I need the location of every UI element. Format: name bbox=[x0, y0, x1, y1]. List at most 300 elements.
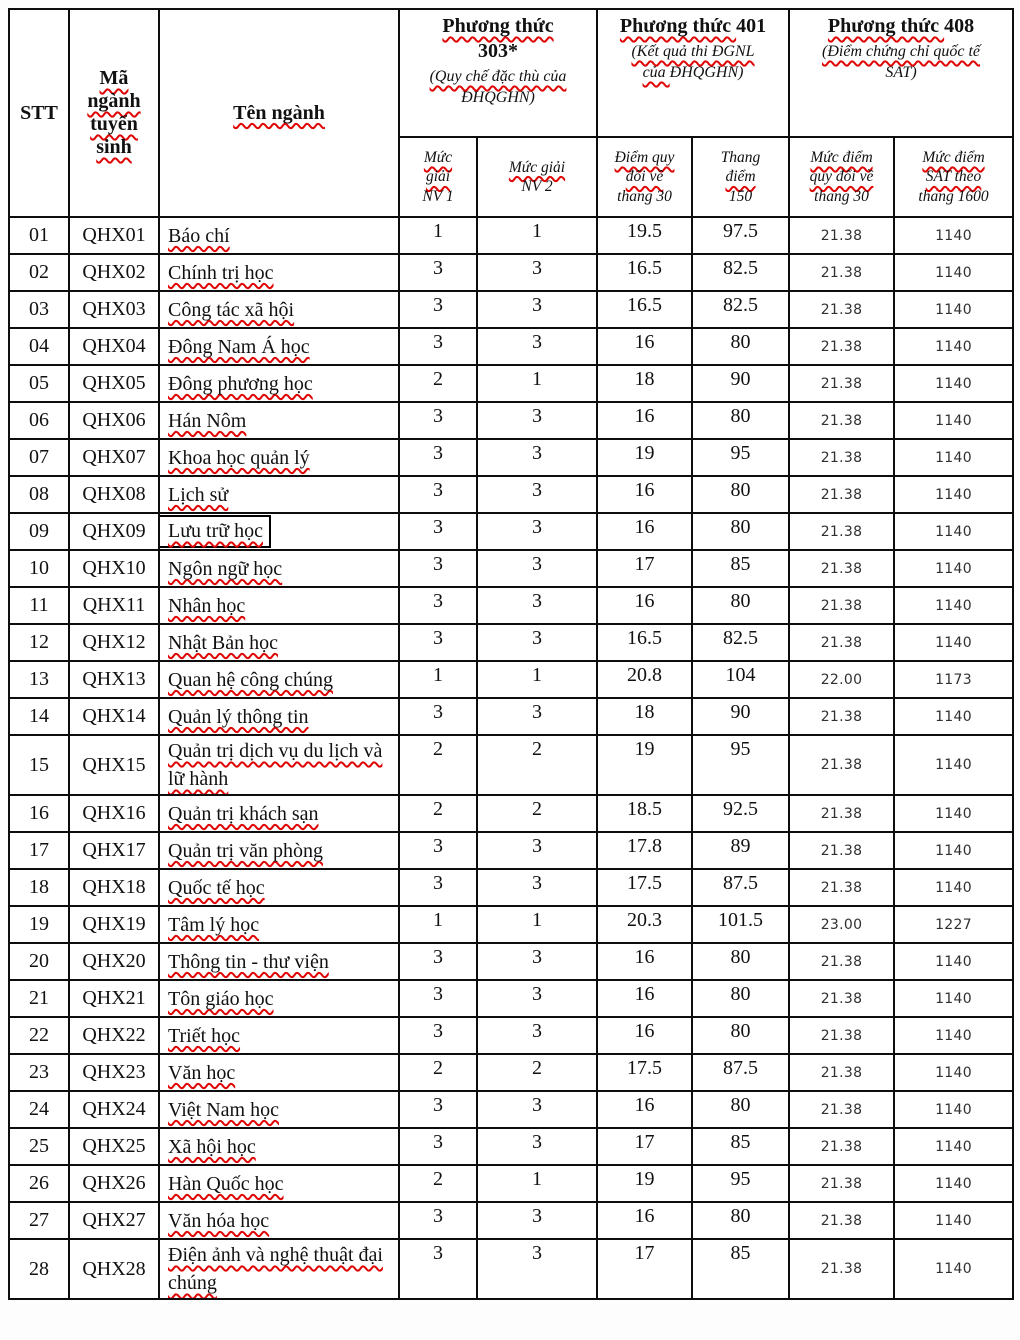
major-name-value: Quản lý thông tin bbox=[168, 705, 309, 728]
sat-thang-30-value: 21.38 bbox=[820, 1212, 863, 1229]
cell-score-thang-30 bbox=[597, 906, 692, 943]
cell-score-thang-150 bbox=[692, 1239, 789, 1299]
sat-1600-value: 1140 bbox=[935, 338, 972, 355]
cell-nv1 bbox=[399, 328, 477, 365]
cell-major-code bbox=[69, 906, 159, 943]
score-thang-30-value: 16 bbox=[634, 1020, 655, 1042]
cell-sat-1600 bbox=[894, 698, 1013, 735]
cell-nv2 bbox=[477, 661, 597, 698]
stt-value: 09 bbox=[29, 520, 49, 542]
stt-value: 25 bbox=[29, 1135, 49, 1157]
cell-score-thang-30 bbox=[597, 1202, 692, 1239]
cell-sat-1600 bbox=[894, 587, 1013, 624]
cell-score-thang-30 bbox=[597, 624, 692, 661]
stt-label: STT bbox=[20, 101, 58, 124]
major-code-value: QHX04 bbox=[82, 335, 146, 357]
cell-stt bbox=[9, 661, 69, 698]
nv2-value: 3 bbox=[532, 479, 542, 501]
major-name-value: Quản trị văn phòng bbox=[168, 839, 323, 862]
cell-sat-1600 bbox=[894, 1054, 1013, 1091]
cell-sat-thang-30 bbox=[789, 1239, 894, 1299]
sat-thang-30-value: 21.38 bbox=[820, 523, 863, 540]
method-303-subtitle: (Quy chế đặc thù của ĐHQGHN) bbox=[429, 68, 567, 106]
cell-major-code bbox=[69, 832, 159, 869]
nv1-value: 3 bbox=[433, 294, 443, 316]
cell-major-code bbox=[69, 1017, 159, 1054]
major-code-value: QHX24 bbox=[82, 1098, 146, 1120]
cell-major-code bbox=[69, 513, 159, 550]
cell-stt bbox=[9, 1017, 69, 1054]
sat-thang-30-value: 21.38 bbox=[820, 375, 863, 392]
cell-major-code bbox=[69, 254, 159, 291]
cell-score-thang-30 bbox=[597, 943, 692, 980]
cell-nv1 bbox=[399, 1239, 477, 1299]
cell-score-thang-150 bbox=[692, 735, 789, 795]
nv2-value: 3 bbox=[532, 1020, 542, 1042]
cell-sat-thang-30 bbox=[789, 1054, 894, 1091]
major-code-value: QHX16 bbox=[82, 802, 146, 824]
cell-sat-1600 bbox=[894, 291, 1013, 328]
cell-stt bbox=[9, 439, 69, 476]
cell-sat-thang-30 bbox=[789, 869, 894, 906]
cell-major-code bbox=[69, 476, 159, 513]
cell-sat-thang-30 bbox=[789, 1091, 894, 1128]
table-row bbox=[9, 698, 1013, 735]
nv2-value: 1 bbox=[532, 220, 542, 242]
stt-value: 16 bbox=[29, 802, 49, 824]
sat-thang-30-value: 21.38 bbox=[820, 486, 863, 503]
cell-nv1 bbox=[399, 832, 477, 869]
cell-sat-1600 bbox=[894, 439, 1013, 476]
cell-score-thang-30 bbox=[597, 587, 692, 624]
sat-thang-30-value: 21.38 bbox=[820, 560, 863, 577]
cell-nv1 bbox=[399, 513, 477, 550]
cell-major-name bbox=[159, 217, 399, 254]
cell-sat-1600 bbox=[894, 661, 1013, 698]
cell-score-thang-30 bbox=[597, 550, 692, 587]
cell-sat-1600 bbox=[894, 254, 1013, 291]
score-thang-30-value: 16.5 bbox=[627, 294, 662, 316]
cell-major-name bbox=[159, 980, 399, 1017]
major-name-value: Tâm lý học bbox=[168, 913, 260, 936]
sat-thang-30-value: 21.38 bbox=[820, 597, 863, 614]
stt-value: 11 bbox=[29, 594, 49, 616]
cell-stt bbox=[9, 402, 69, 439]
cell-score-thang-150 bbox=[692, 476, 789, 513]
major-name-value: Báo chí bbox=[168, 224, 230, 247]
cell-nv2 bbox=[477, 906, 597, 943]
cell-stt bbox=[9, 943, 69, 980]
table-row bbox=[9, 291, 1013, 328]
col-header-thang-diem-150: Thang điểm 150 bbox=[692, 137, 789, 217]
nv2-value: 3 bbox=[532, 257, 542, 279]
cell-sat-1600 bbox=[894, 980, 1013, 1017]
cell-major-name bbox=[159, 1017, 399, 1054]
score-thang-150-value: 85 bbox=[730, 1131, 751, 1153]
cell-score-thang-150 bbox=[692, 869, 789, 906]
cell-sat-1600 bbox=[894, 1091, 1013, 1128]
sat-thang-30-value: 21.38 bbox=[820, 227, 863, 244]
cell-score-thang-150 bbox=[692, 402, 789, 439]
stt-value: 17 bbox=[29, 839, 49, 861]
cell-stt bbox=[9, 476, 69, 513]
table-row bbox=[9, 439, 1013, 476]
score-thang-30-value: 17 bbox=[634, 1242, 655, 1264]
cell-stt bbox=[9, 1165, 69, 1202]
col-header-phuong-thuc-401 bbox=[597, 9, 789, 137]
table-row bbox=[9, 217, 1013, 254]
cell-sat-1600 bbox=[894, 1202, 1013, 1239]
cell-score-thang-30 bbox=[597, 439, 692, 476]
score-thang-30-value: 16.5 bbox=[627, 257, 662, 279]
cell-score-thang-150 bbox=[692, 1128, 789, 1165]
col-header-muc-giai-nv2: Mức giải NV 2 bbox=[477, 137, 597, 217]
major-name-value: Quan hệ công chúng bbox=[168, 668, 333, 691]
stt-value: 10 bbox=[29, 557, 49, 579]
major-name-value: Đông Nam Á học bbox=[168, 335, 310, 358]
cell-score-thang-30 bbox=[597, 476, 692, 513]
sat-thang-30-value: 21.38 bbox=[820, 264, 863, 281]
cell-sat-1600 bbox=[894, 402, 1013, 439]
cell-stt bbox=[9, 1239, 69, 1299]
stt-value: 07 bbox=[29, 446, 49, 468]
cell-sat-1600 bbox=[894, 1165, 1013, 1202]
major-code-value: QHX18 bbox=[82, 876, 146, 898]
cell-score-thang-30 bbox=[597, 402, 692, 439]
nv2-value: 2 bbox=[532, 1057, 542, 1079]
cell-nv2 bbox=[477, 624, 597, 661]
cell-nv2 bbox=[477, 832, 597, 869]
sat-1600-value: 1140 bbox=[935, 301, 972, 318]
cell-major-code bbox=[69, 795, 159, 832]
table-row bbox=[9, 980, 1013, 1017]
cell-major-name bbox=[159, 1128, 399, 1165]
sat-1600-value: 1140 bbox=[935, 560, 972, 577]
nv2-value: 1 bbox=[532, 909, 542, 931]
cell-nv1 bbox=[399, 402, 477, 439]
nv1-value: 3 bbox=[433, 405, 443, 427]
nv1-value: 3 bbox=[433, 946, 443, 968]
cell-score-thang-30 bbox=[597, 513, 692, 550]
stt-value: 06 bbox=[29, 409, 49, 431]
stt-value: 12 bbox=[29, 631, 49, 653]
major-code-value: QHX15 bbox=[82, 753, 146, 776]
major-code-value: QHX28 bbox=[82, 1257, 146, 1280]
cell-score-thang-150 bbox=[692, 943, 789, 980]
nv1-value: 2 bbox=[433, 368, 443, 390]
major-code-value: QHX17 bbox=[82, 839, 146, 861]
cell-score-thang-150 bbox=[692, 328, 789, 365]
nv1-value: 3 bbox=[433, 479, 443, 501]
stt-value: 20 bbox=[29, 950, 49, 972]
sat-thang-30-value: 21.38 bbox=[820, 1027, 863, 1044]
score-thang-30-value: 16 bbox=[634, 1205, 655, 1227]
cell-major-name bbox=[159, 1054, 399, 1091]
nv1-value: 3 bbox=[433, 331, 443, 353]
cell-major-code bbox=[69, 1128, 159, 1165]
cell-nv2 bbox=[477, 550, 597, 587]
cell-score-thang-30 bbox=[597, 365, 692, 402]
cell-stt bbox=[9, 1128, 69, 1165]
sat-1600-value: 1140 bbox=[935, 1212, 972, 1229]
sat-1600-value: 1140 bbox=[935, 486, 972, 503]
cell-nv1 bbox=[399, 254, 477, 291]
cell-sat-1600 bbox=[894, 476, 1013, 513]
cell-nv1 bbox=[399, 1202, 477, 1239]
cell-nv2 bbox=[477, 1128, 597, 1165]
table-body bbox=[9, 217, 1013, 1299]
cell-major-name bbox=[159, 550, 399, 587]
table-row bbox=[9, 735, 1013, 795]
cell-major-name bbox=[159, 1091, 399, 1128]
method-408-subtitle: (Điểm chứng chỉ quốc tế SAT) bbox=[822, 43, 981, 81]
sat-thang-30-value: 21.38 bbox=[820, 1261, 863, 1277]
stt-value: 19 bbox=[29, 913, 49, 935]
cell-sat-thang-30 bbox=[789, 906, 894, 943]
cell-sat-thang-30 bbox=[789, 328, 894, 365]
stt-value: 08 bbox=[29, 483, 49, 505]
nv2-value: 1 bbox=[532, 1168, 542, 1190]
major-name-value: Tôn giáo học bbox=[168, 987, 274, 1010]
method-303-title: Phương thức 303* bbox=[442, 15, 554, 62]
cell-score-thang-150 bbox=[692, 217, 789, 254]
nv2-value: 3 bbox=[532, 553, 542, 575]
cell-major-name bbox=[159, 735, 399, 795]
col-header-stt bbox=[9, 9, 69, 217]
cell-major-code bbox=[69, 328, 159, 365]
table-row bbox=[9, 1091, 1013, 1128]
cell-major-name bbox=[159, 328, 399, 365]
major-code-value: QHX19 bbox=[82, 913, 146, 935]
cell-nv2 bbox=[477, 365, 597, 402]
score-thang-150-value: 82.5 bbox=[723, 257, 758, 279]
major-code-value: QHX10 bbox=[82, 557, 146, 579]
nv2-value: 3 bbox=[532, 1205, 542, 1227]
cell-score-thang-30 bbox=[597, 735, 692, 795]
sat-1600-value: 1140 bbox=[935, 990, 972, 1007]
cell-score-thang-150 bbox=[692, 624, 789, 661]
nv1-value: 3 bbox=[433, 627, 443, 649]
cell-sat-thang-30 bbox=[789, 365, 894, 402]
major-code-value: QHX14 bbox=[82, 705, 146, 727]
sat-thang-30-value: 21.38 bbox=[820, 338, 863, 355]
nv2-value: 2 bbox=[532, 798, 542, 820]
cell-stt bbox=[9, 217, 69, 254]
score-thang-150-value: 80 bbox=[730, 1094, 751, 1116]
score-thang-150-value: 95 bbox=[730, 738, 751, 760]
table-row bbox=[9, 661, 1013, 698]
sat-thang-30-value: 23.00 bbox=[820, 916, 863, 933]
sat-thang-30-value: 21.38 bbox=[820, 1101, 863, 1118]
score-thang-150-value: 80 bbox=[730, 983, 751, 1005]
cell-major-code bbox=[69, 1054, 159, 1091]
table-row bbox=[9, 832, 1013, 869]
cell-nv1 bbox=[399, 869, 477, 906]
cell-nv2 bbox=[477, 795, 597, 832]
cell-stt bbox=[9, 513, 69, 550]
score-thang-150-value: 80 bbox=[730, 1020, 751, 1042]
nv1-value: 3 bbox=[433, 1131, 443, 1153]
major-code-value: QHX03 bbox=[82, 298, 146, 320]
cell-major-name bbox=[159, 365, 399, 402]
cell-major-code bbox=[69, 587, 159, 624]
major-code-value: QHX23 bbox=[82, 1061, 146, 1083]
cell-nv1 bbox=[399, 943, 477, 980]
score-thang-150-value: 85 bbox=[730, 553, 751, 575]
sat-thang-30-value: 21.38 bbox=[820, 449, 863, 466]
col-header-ma-nganh bbox=[69, 9, 159, 217]
nv1-value: 3 bbox=[433, 872, 443, 894]
score-thang-150-value: 80 bbox=[730, 405, 751, 427]
cell-nv2 bbox=[477, 1239, 597, 1299]
stt-value: 24 bbox=[29, 1098, 49, 1120]
cell-stt bbox=[9, 1054, 69, 1091]
cell-sat-1600 bbox=[894, 217, 1013, 254]
score-thang-150-value: 90 bbox=[730, 368, 751, 390]
stt-value: 21 bbox=[29, 987, 49, 1009]
table-row bbox=[9, 943, 1013, 980]
score-thang-30-value: 16 bbox=[634, 479, 655, 501]
cell-stt bbox=[9, 550, 69, 587]
cell-sat-thang-30 bbox=[789, 735, 894, 795]
nv1-value: 3 bbox=[433, 701, 443, 723]
cell-major-code bbox=[69, 291, 159, 328]
cell-major-code bbox=[69, 735, 159, 795]
cell-stt bbox=[9, 365, 69, 402]
cell-major-name bbox=[159, 698, 399, 735]
table-header bbox=[9, 9, 1013, 217]
major-code-value: QHX09 bbox=[82, 520, 146, 542]
table-row bbox=[9, 869, 1013, 906]
sat-1600-value: 1140 bbox=[935, 227, 972, 244]
cell-major-code bbox=[69, 943, 159, 980]
sat-1600-value: 1140 bbox=[935, 757, 972, 773]
cell-sat-thang-30 bbox=[789, 943, 894, 980]
score-thang-150-value: 92.5 bbox=[723, 798, 758, 820]
nv2-value: 3 bbox=[532, 590, 542, 612]
cell-score-thang-150 bbox=[692, 1202, 789, 1239]
col-header-muc-giai-nv1: Mức giải NV 1 bbox=[399, 137, 477, 217]
cell-major-code bbox=[69, 402, 159, 439]
cell-sat-1600 bbox=[894, 1017, 1013, 1054]
stt-value: 18 bbox=[29, 876, 49, 898]
cell-nv1 bbox=[399, 550, 477, 587]
cell-major-name bbox=[159, 439, 399, 476]
cell-nv2 bbox=[477, 1091, 597, 1128]
method-408-title: Phương thức 408 bbox=[827, 15, 975, 37]
score-thang-30-value: 17.5 bbox=[627, 872, 662, 894]
major-name-value: Thông tin - thư viện bbox=[168, 950, 329, 973]
cell-sat-1600 bbox=[894, 735, 1013, 795]
nv2-value: 3 bbox=[532, 294, 542, 316]
nv2-value: 3 bbox=[532, 405, 542, 427]
cell-major-name bbox=[159, 1165, 399, 1202]
nv2-value: 3 bbox=[532, 331, 542, 353]
cell-nv2 bbox=[477, 1202, 597, 1239]
cell-score-thang-150 bbox=[692, 291, 789, 328]
major-code-value: QHX26 bbox=[82, 1172, 146, 1194]
sat-thang-30-value: 21.38 bbox=[820, 879, 863, 896]
score-thang-30-value: 16 bbox=[634, 331, 655, 353]
nv2-value: 1 bbox=[532, 368, 542, 390]
cell-sat-thang-30 bbox=[789, 1017, 894, 1054]
cell-score-thang-150 bbox=[692, 1054, 789, 1091]
cell-sat-thang-30 bbox=[789, 402, 894, 439]
score-thang-30-value: 16.5 bbox=[627, 627, 662, 649]
sat-1600-value: 1140 bbox=[935, 1175, 972, 1192]
major-code-value: QHX27 bbox=[82, 1209, 146, 1231]
cell-major-name bbox=[159, 661, 399, 698]
sat-1600-value: 1140 bbox=[935, 708, 972, 725]
score-thang-30-value: 18.5 bbox=[627, 798, 662, 820]
cell-major-name bbox=[159, 832, 399, 869]
cell-sat-1600 bbox=[894, 1239, 1013, 1299]
score-thang-150-value: 101.5 bbox=[718, 909, 763, 931]
sat-1600-value: 1140 bbox=[935, 523, 972, 540]
major-name-value: Văn học bbox=[168, 1061, 236, 1084]
cell-nv2 bbox=[477, 587, 597, 624]
cell-sat-thang-30 bbox=[789, 624, 894, 661]
cell-score-thang-30 bbox=[597, 1017, 692, 1054]
sat-1600-value: 1140 bbox=[935, 879, 972, 896]
table-row bbox=[9, 254, 1013, 291]
cell-score-thang-30 bbox=[597, 698, 692, 735]
table-row bbox=[9, 513, 1013, 550]
cell-major-code bbox=[69, 980, 159, 1017]
major-name-value: Điện ảnh và nghệ thuật đại chúng bbox=[168, 1244, 383, 1294]
cell-sat-thang-30 bbox=[789, 1128, 894, 1165]
nv1-value: 2 bbox=[433, 1168, 443, 1190]
major-code-value: QHX22 bbox=[82, 1024, 146, 1046]
cell-stt bbox=[9, 735, 69, 795]
col-header-diem-quy-doi-thang-30: Điểm quy đổi về thang 30 bbox=[597, 137, 692, 217]
score-thang-30-value: 16 bbox=[634, 516, 655, 538]
ma-nganh-label: Mã ngành tuyển sinh bbox=[87, 67, 141, 158]
cell-nv1 bbox=[399, 735, 477, 795]
major-name-value: Hàn Quốc học bbox=[168, 1172, 284, 1195]
score-thang-30-value: 18 bbox=[634, 701, 655, 723]
major-name-value: Ngôn ngữ học bbox=[168, 557, 283, 580]
score-thang-30-value: 17.5 bbox=[627, 1057, 662, 1079]
major-name-value: Quản trị khách sạn bbox=[168, 802, 319, 825]
score-thang-150-value: 104 bbox=[725, 664, 756, 686]
nv1-value: 2 bbox=[433, 738, 443, 760]
col-header-muc-diem-sat-1600: Mức điểm SAT theo thang 1600 bbox=[894, 137, 1013, 217]
nv1-value: 3 bbox=[433, 516, 443, 538]
score-thang-150-value: 80 bbox=[730, 479, 751, 501]
col-header-phuong-thuc-408 bbox=[789, 9, 1013, 137]
stt-value: 15 bbox=[29, 753, 49, 776]
score-thang-150-value: 80 bbox=[730, 590, 751, 612]
major-code-value: QHX07 bbox=[82, 446, 146, 468]
cell-nv2 bbox=[477, 328, 597, 365]
major-code-value: QHX08 bbox=[82, 483, 146, 505]
cell-score-thang-30 bbox=[597, 291, 692, 328]
cell-stt bbox=[9, 1091, 69, 1128]
score-thang-30-value: 16 bbox=[634, 405, 655, 427]
nv1-value: 3 bbox=[433, 442, 443, 464]
cell-nv1 bbox=[399, 1017, 477, 1054]
cell-score-thang-30 bbox=[597, 980, 692, 1017]
score-thang-30-value: 16 bbox=[634, 946, 655, 968]
cell-nv1 bbox=[399, 1054, 477, 1091]
cell-nv2 bbox=[477, 1165, 597, 1202]
cell-major-code bbox=[69, 698, 159, 735]
cell-sat-1600 bbox=[894, 513, 1013, 550]
cell-sat-thang-30 bbox=[789, 661, 894, 698]
sat-1600-value: 1140 bbox=[935, 264, 972, 281]
score-thang-30-value: 17 bbox=[634, 1131, 655, 1153]
